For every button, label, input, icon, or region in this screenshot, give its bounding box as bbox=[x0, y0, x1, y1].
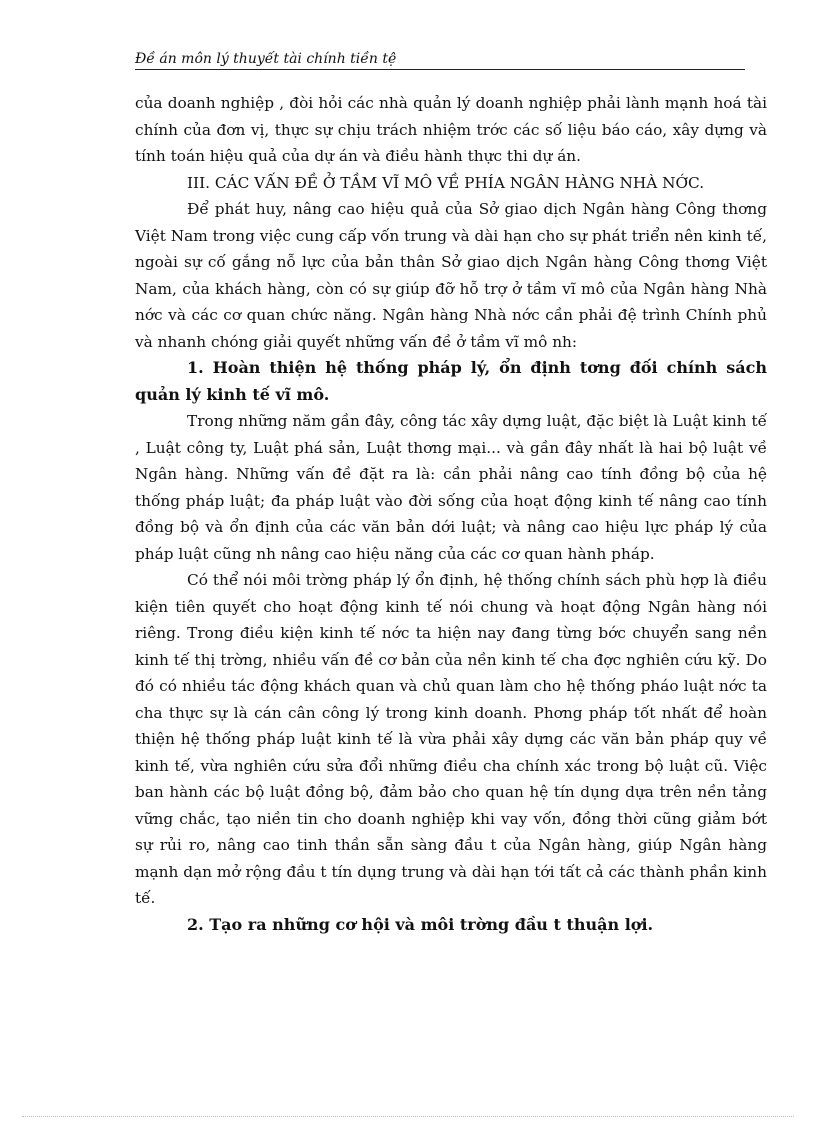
paragraph-law: Trong những năm gần đây, công tác xây dựng luật, đặc biệt là Luật kinh tế , Luật công ty, Luật phá sản, Luật thơng mại... và gần đây nhất là hai bộ luật về Ngân hàng. Những vấn đề đặt ra là: cần phải nâng cao tính đồng bộ của hệ thống pháp luật; đa pháp luật vào đời sống của hoạt động kinh tế nâng cao tính đồng bộ và ổn định của các văn bản dới luật; và nâng cao hiệu lực pháp lý của pháp luật cũng nh nâng cao hiệu năng của các cơ quan hành pháp. bbox=[135, 412, 767, 563]
paragraph-continuation: của doanh nghiệp , đòi hỏi các nhà quản lý doanh nghiệp phải lành mạnh hoá tài chính của đơn vị, thực sự chịu trách nhiệm trớc các số liệu báo cáo, xây dựng và tính toán hiệu quả của dự án và điều hành thực thi dự án. bbox=[135, 94, 767, 165]
paragraph-environment: Có thể nói môi trờng pháp lý ổn định, hệ thống chính sách phù hợp là điều kiện tiên quyết cho hoạt động kinh tế nói chung và hoạt động Ngân hàng nói riêng. Trong điều kiện kinh tế nớc ta hiện nay đang từng bớc chuyển sang nền kinh tế thị trờng, nhiều vấn đề cơ bản của nền kinh tế cha đợc nghiên cứu kỹ. Do đó có nhiều tác động khách quan và chủ quan làm cho hệ thống pháo luật nớc ta cha thực sự là cán cân công lý trong kinh doanh. Phơng pháp tốt nhất để hoàn thiện hệ thống pháp luật kinh tế là vừa phải xây dựng các văn bản pháp quy về kinh tế, vừa nghiên cứu sửa đổi những điều cha chính xác trong bộ luật cũ. Việc ban hành các bộ luật đồng bộ, đảm bảo cho quan hệ tín dụng dựa trên nền tảng vững chắc, tạo niền tin cho doanh nghiệp khi vay vốn, đồng thời cũng giảm bớt sự rủi ro, nâng cao tinh thần sẵn sàng đầu t của Ngân hàng, giúp Ngân hàng mạnh dạn mở rộng đầu t tín dụng trung và dài hạn tới tất cả các thành phần kinh tế. bbox=[135, 571, 767, 907]
paragraph-intro: Để phát huy, nâng cao hiệu quả của Sở giao dịch Ngân hàng Công thơng Việt Nam trong việc cung cấp vốn trung và dài hạn cho sự phát triển nên kinh tế, ngoài sự cố gắng nỗ lực của bản thân Sở giao dịch Ngân hàng Công thơng Việt Nam, của khách hàng, còn có sự giúp đỡ hỗ trợ ở tầm vĩ mô của Ngân hàng Nhà nớc và các cơ quan chức năng. Ngân hàng Nhà nớc cần phải đệ trình Chính phủ và nhanh chóng giải quyết những vấn đề ở tầm vĩ mô nh: bbox=[135, 200, 767, 351]
section-heading-iii: III. CÁC VẤN ĐỀ Ở TẦM VĨ MÔ VỀ PHÍA NGÂN HÀNG NHÀ NỚC. bbox=[187, 173, 705, 192]
header-title: Đề án môn lý thuyết tài chính tiền tệ bbox=[135, 51, 397, 67]
document-body bbox=[135, 90, 767, 938]
subsection-heading-1: 1. Hoàn thiện hệ thống pháp lý, ổn định tơng đối chính sách quản lý kinh tế vĩ mô. bbox=[135, 358, 767, 404]
page-header bbox=[135, 50, 745, 70]
subsection-heading-2: 2. Tạo ra những cơ hội và môi trờng đầu t thuận lợi. bbox=[187, 914, 654, 934]
page-bottom-divider bbox=[22, 1116, 794, 1117]
